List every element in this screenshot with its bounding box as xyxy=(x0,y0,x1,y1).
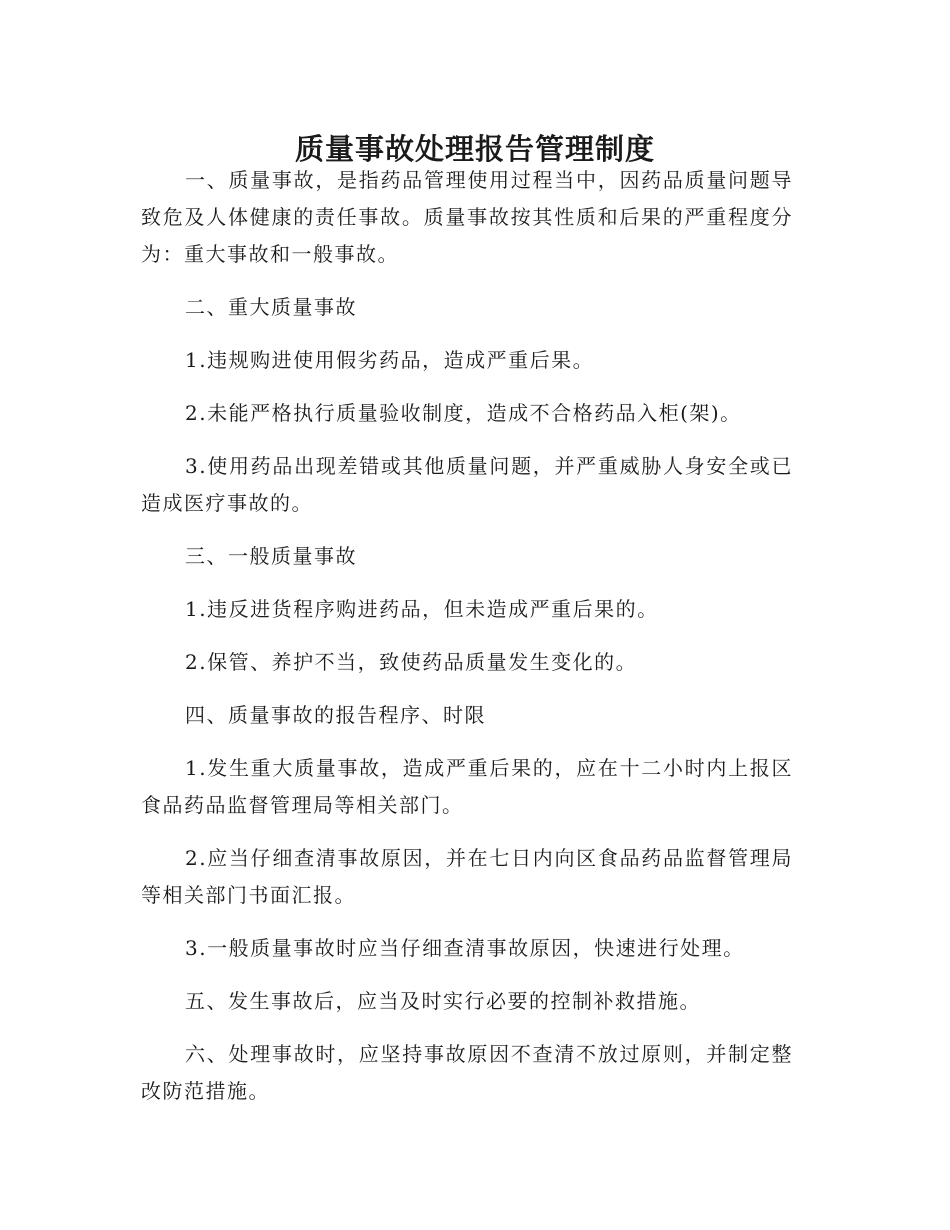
paragraph-item: 1.发生重大质量事故，造成严重后果的，应在十二小时内上报区食品药品监督管理局等相关部门。 xyxy=(141,756,793,817)
section-heading-6: 六、处理事故时，应坚持事故原因不查清不放过原则，并制定整改防范措施。 xyxy=(141,1042,793,1103)
paragraph-item: 1.违规购进使用假劣药品，造成严重后果。 xyxy=(185,348,595,372)
section-heading-5: 五、发生事故后，应当及时实行必要的控制补救措施。 xyxy=(185,989,701,1013)
section-heading-3: 三、一般质量事故 xyxy=(185,544,357,568)
paragraph-item: 3.一般质量事故时应当仔细查清事故原因，快速进行处理。 xyxy=(185,936,745,960)
document-title: 质量事故处理报告管理制度 xyxy=(294,132,655,167)
section-heading-2: 二、重大质量事故 xyxy=(185,295,357,319)
paragraph-1: 一、质量事故，是指药品管理使用过程当中，因药品质量问题导致危及人体健康的责任事故。质量事故按其性质和后果的严重程度分为：重大事故和一般事故。 xyxy=(141,168,793,266)
paragraph-item: 1.违反进货程序购进药品，但未造成严重后果的。 xyxy=(185,597,659,621)
paragraph-item: 2.应当仔细查清事故原因，并在七日内向区食品药品监督管理局等相关部门书面汇报。 xyxy=(141,846,793,907)
paragraph-item: 2.保管、养护不当，致使药品质量发生变化的。 xyxy=(185,650,638,674)
paragraph-item: 2.未能严格执行质量验收制度，造成不合格药品入柜(架)。 xyxy=(185,401,742,425)
document-body xyxy=(141,162,793,1126)
paragraph-item: 3.使用药品出现差错或其他质量问题，并严重威胁人身安全或已造成医疗事故的。 xyxy=(141,454,793,515)
section-heading-4: 四、质量事故的报告程序、时限 xyxy=(185,703,486,727)
